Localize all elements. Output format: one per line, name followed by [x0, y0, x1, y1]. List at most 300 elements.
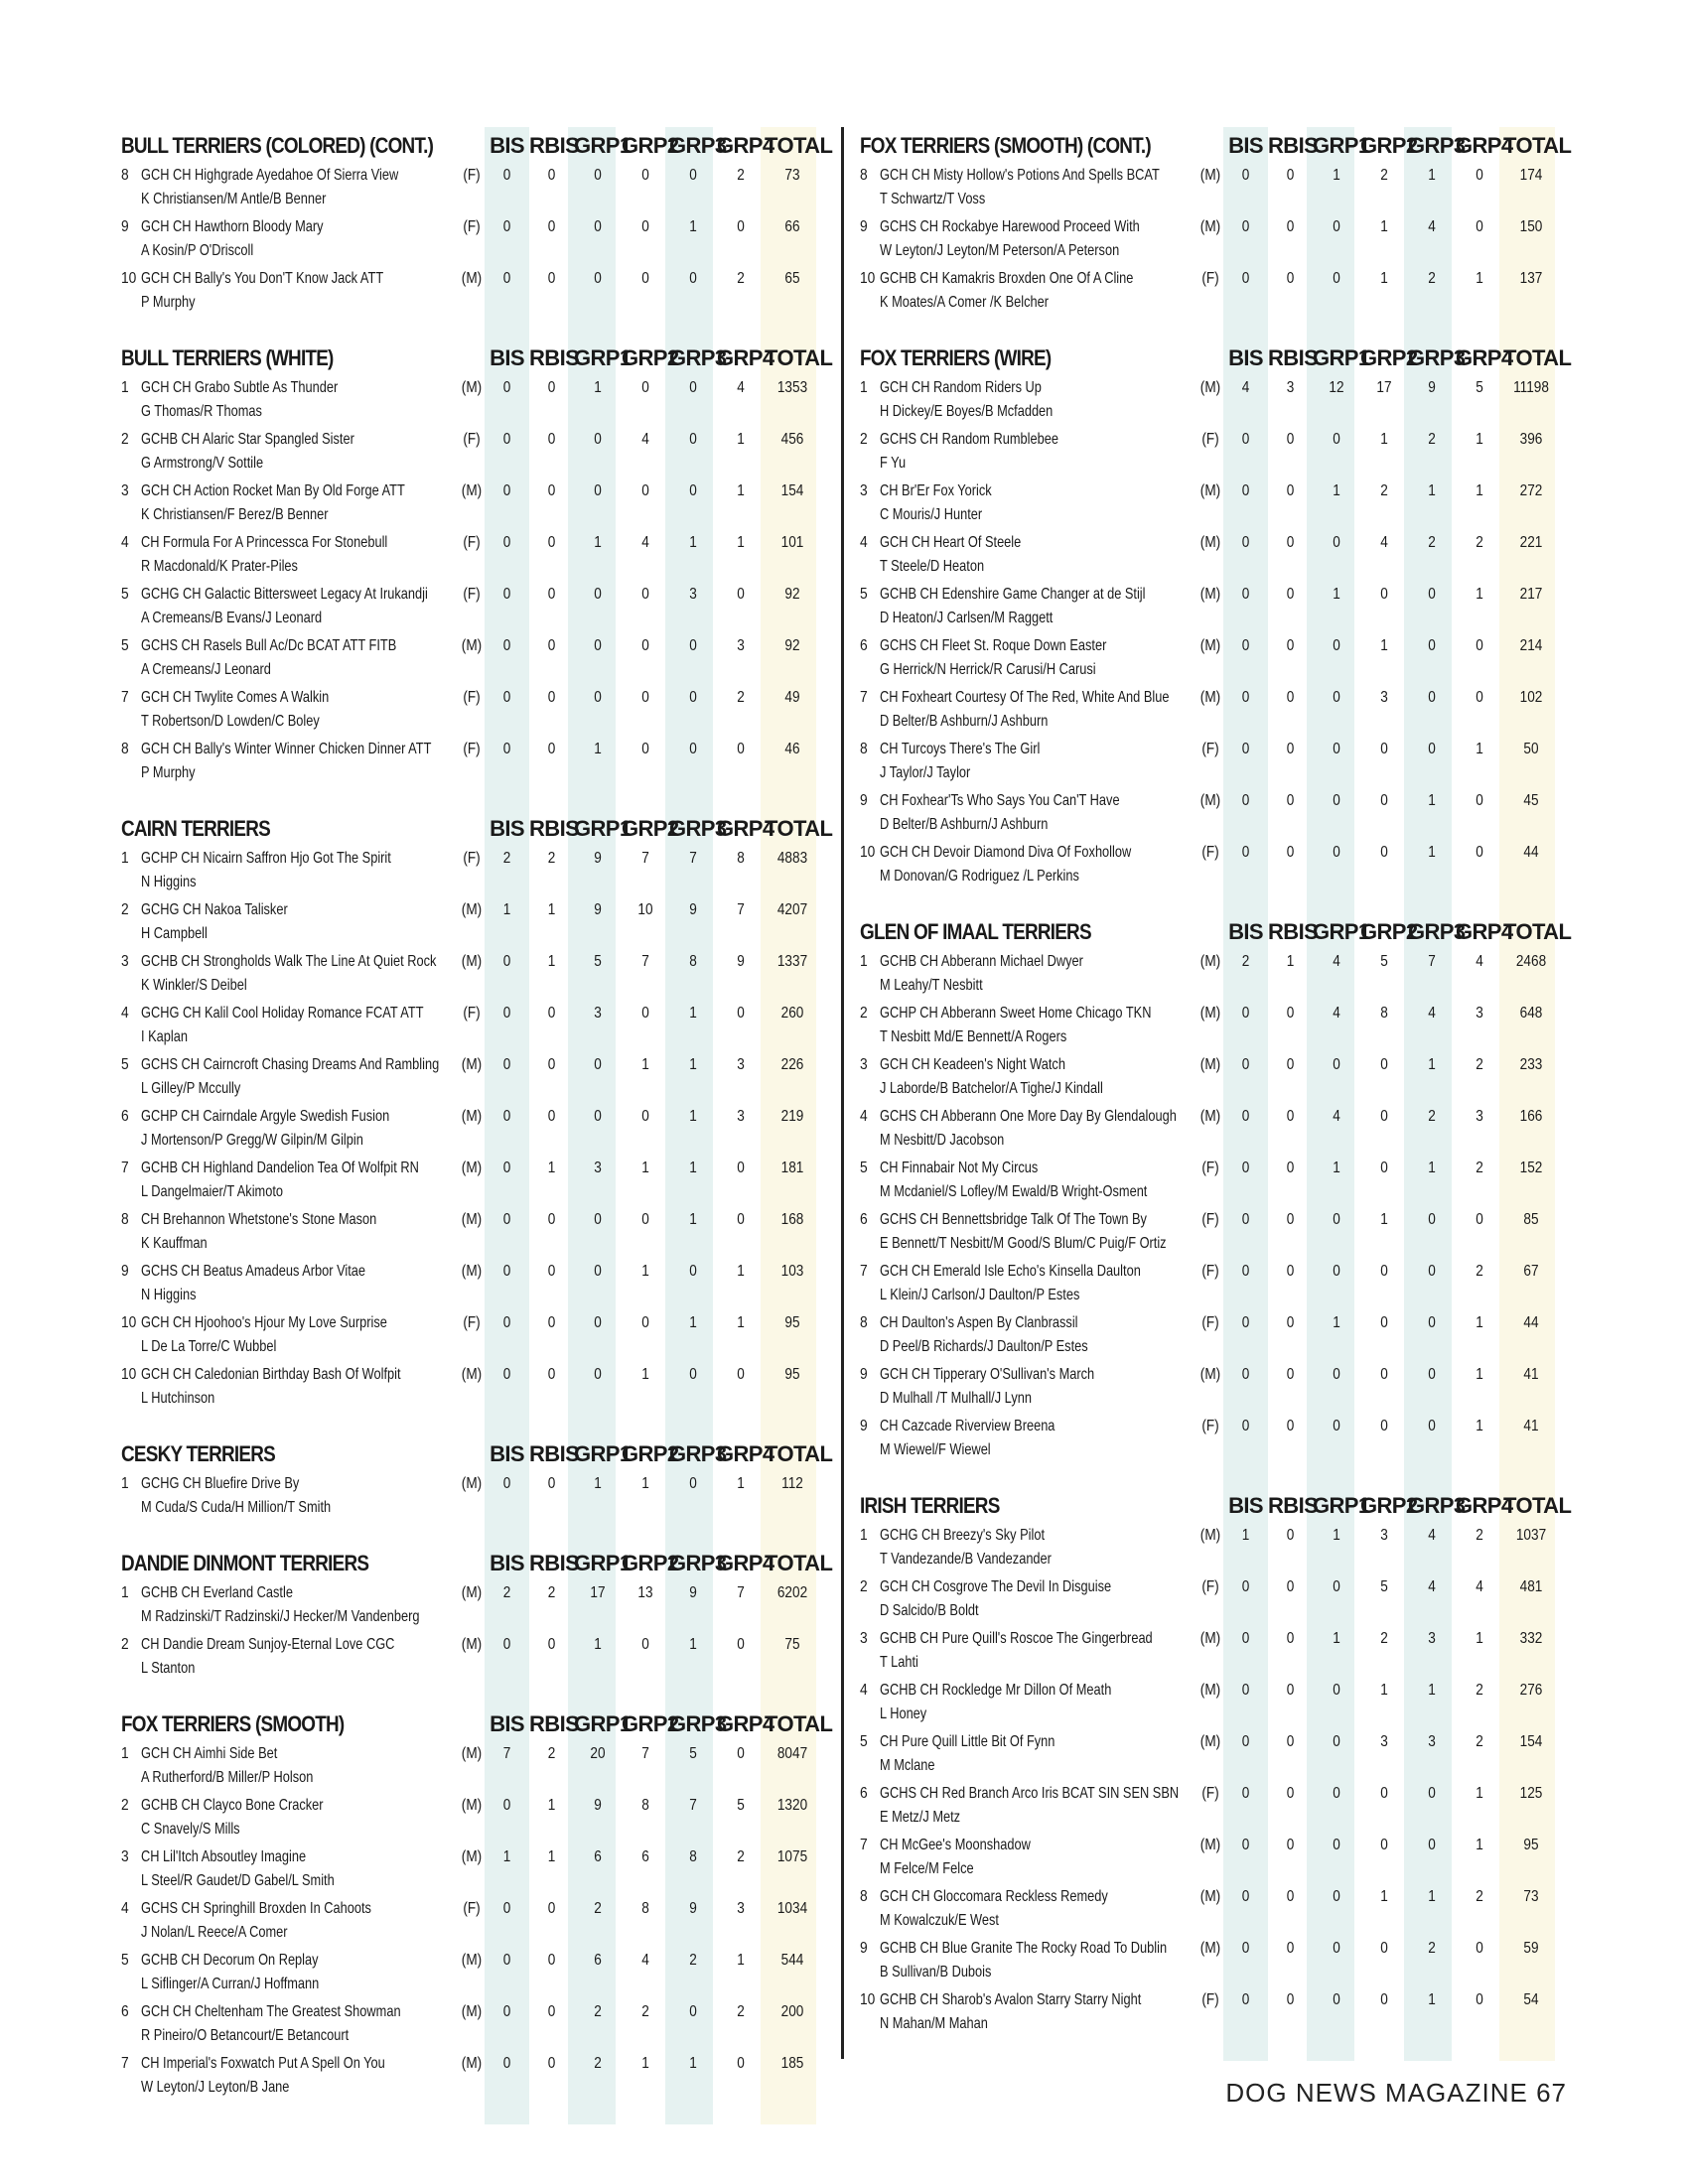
rank: 5 — [121, 1952, 129, 1969]
rank: 2 — [860, 431, 868, 448]
sex: (M) — [461, 482, 483, 499]
stat-grp4: 0 — [1476, 1211, 1483, 1228]
stat-rbis: 0 — [1286, 270, 1295, 287]
stat-rbis: 1 — [547, 1160, 556, 1176]
stat-grp3: 0 — [689, 1475, 697, 1492]
stat-grp4: 2 — [1476, 1263, 1483, 1280]
owners: D Belter/B Ashburn/J Ashburn — [880, 816, 1049, 833]
stat-grp1: 3 — [594, 1005, 602, 1022]
stat-grp2: 0 — [641, 741, 649, 757]
stat-grp3: 0 — [689, 1263, 697, 1280]
owners: D Mulhall /T Mulhall/J Lynn — [880, 1390, 1032, 1407]
stat-bis: 0 — [1241, 1733, 1250, 1750]
stat-grp3: 2 — [1428, 431, 1436, 448]
stat-grp1: 4 — [1333, 953, 1340, 970]
stat-grp4: 3 — [1476, 1005, 1483, 1022]
stat-grp4: 1 — [737, 534, 745, 551]
stat-total: 276 — [1519, 1682, 1543, 1699]
sex: (M) — [1199, 1733, 1221, 1750]
section-header — [121, 127, 836, 161]
stat-grp2: 1 — [641, 1160, 649, 1176]
rank: 5 — [860, 1733, 868, 1750]
stat-bis: 0 — [1241, 1888, 1250, 1905]
stat-rbis: 0 — [1286, 586, 1295, 603]
section-title: IRISH TERRIERS — [860, 1493, 1000, 1518]
sex: (F) — [463, 850, 481, 867]
stat-grp3: 0 — [1428, 586, 1436, 603]
sex: (M) — [461, 1745, 483, 1762]
dog-name: GCH CH Misty Hollow's Potions And Spells BCAT — [880, 167, 1160, 184]
dog-name: CH Brehannon Whetstone's Stone Mason — [141, 1211, 377, 1228]
stat-grp1: 1 — [1333, 1630, 1340, 1647]
sex: (F) — [463, 1005, 481, 1022]
column-header-grp2: GRP2 — [622, 345, 679, 370]
table-row — [121, 373, 836, 425]
dog-name: GCHB CH Everland Castle — [141, 1584, 293, 1601]
stat-grp2: 4 — [641, 431, 649, 448]
stat-rbis: 0 — [547, 1056, 556, 1073]
stat-grp4: 3 — [737, 1056, 745, 1073]
stat-rbis: 1 — [547, 953, 556, 970]
table-row — [121, 895, 836, 947]
dog-name: GCH CH Heart Of Steele — [880, 534, 1022, 551]
stat-bis: 0 — [1241, 844, 1250, 861]
stat-grp2: 17 — [1376, 379, 1392, 396]
stat-grp1: 0 — [1333, 792, 1340, 809]
stat-rbis: 0 — [1286, 1837, 1295, 1853]
section-title: CAIRN TERRIERS — [121, 816, 271, 841]
stat-total: 41 — [1523, 1366, 1539, 1383]
stat-grp1: 9 — [594, 901, 602, 918]
owners: M Leahy/T Nesbitt — [880, 977, 983, 994]
rank: 1 — [860, 953, 868, 970]
sex: (M) — [461, 1211, 483, 1228]
column-header-grp4: GRP4 — [717, 816, 774, 841]
stat-total: 45 — [1523, 792, 1539, 809]
owners: M Kowalczuk/E West — [880, 1912, 999, 1929]
owners: T Vandezande/B Vandezander — [880, 1551, 1052, 1568]
owners: T Nesbitt Md/E Bennett/A Rogers — [880, 1028, 1067, 1045]
stat-grp2: 1 — [1380, 270, 1388, 287]
dog-name: CH Cazcade Riverview Breena — [880, 1418, 1055, 1434]
dog-name: GCHB CH Blue Granite The Rocky Road To Dublin — [880, 1940, 1168, 1957]
stat-rbis: 0 — [547, 1005, 556, 1022]
column-header-grp3: GRP3 — [669, 1551, 727, 1575]
stat-grp1: 0 — [594, 586, 602, 603]
stat-bis: 0 — [502, 1263, 511, 1280]
rank: 1 — [121, 1475, 129, 1492]
stat-grp4: 0 — [737, 586, 745, 603]
rank: 3 — [121, 953, 129, 970]
stat-grp2: 0 — [641, 218, 649, 235]
table-row — [860, 1050, 1575, 1102]
stat-grp2: 0 — [1380, 1837, 1388, 1853]
dog-name: CH Foxheart Courtesy Of The Red, White And Blue — [880, 689, 1170, 706]
owners: T Steele/D Heaton — [880, 558, 985, 575]
stat-grp4: 2 — [1476, 1160, 1483, 1176]
rank: 9 — [121, 218, 129, 235]
dog-name: GCHS CH Random Rumblebee — [880, 431, 1058, 448]
stat-total: 456 — [780, 431, 804, 448]
stat-total: 168 — [780, 1211, 804, 1228]
stat-bis: 0 — [502, 431, 511, 448]
sex: (F) — [463, 431, 481, 448]
stat-grp3: 1 — [1428, 1056, 1436, 1073]
stat-rbis: 0 — [1286, 1527, 1295, 1544]
stat-rbis: 0 — [547, 534, 556, 551]
stat-bis: 0 — [1241, 792, 1250, 809]
owners: D Belter/B Ashburn/J Ashburn — [880, 713, 1049, 730]
dog-name: CH Foxhear'Ts Who Says You Can'T Have — [880, 792, 1120, 809]
column-header-rbis: RBIS — [529, 1711, 580, 1736]
sex: (M) — [1199, 1056, 1221, 1073]
stat-grp3: 7 — [689, 850, 697, 867]
dog-name: GCH CH Bally's Winter Winner Chicken Dinner ATT — [141, 741, 432, 757]
dog-name: GCHB CH Alaric Star Spangled Sister — [141, 431, 354, 448]
stat-bis: 0 — [1241, 218, 1250, 235]
stat-total: 4207 — [776, 901, 808, 918]
stat-grp3: 1 — [689, 1314, 697, 1331]
owners: K Kauffman — [141, 1235, 208, 1252]
sex: (M) — [1199, 534, 1221, 551]
rank: 9 — [860, 792, 868, 809]
dog-name: GCH CH Grabo Subtle As Thunder — [141, 379, 339, 396]
dog-name: GCHS CH Cairncroft Chasing Dreams And Rambling — [141, 1056, 440, 1073]
rank: 10 — [860, 1991, 876, 2008]
sex: (M) — [1199, 1888, 1221, 1905]
stat-grp3: 8 — [689, 953, 697, 970]
stat-grp2: 0 — [1380, 1418, 1388, 1434]
stat-grp2: 1 — [1380, 218, 1388, 235]
column-header-total: TOTAL — [765, 1441, 833, 1466]
stat-total: 150 — [1519, 218, 1543, 235]
section-header — [121, 340, 836, 373]
stat-bis: 0 — [1241, 482, 1250, 499]
stat-grp4: 9 — [737, 953, 745, 970]
sex: (F) — [1201, 1991, 1219, 2008]
column-header-grp1: GRP1 — [574, 345, 632, 370]
table-row — [860, 1934, 1575, 1985]
stat-rbis: 0 — [1286, 1630, 1295, 1647]
column-header-total: TOTAL — [1503, 919, 1572, 944]
stat-grp3: 0 — [689, 637, 697, 654]
stat-bis: 0 — [1241, 1785, 1250, 1802]
stat-bis: 0 — [1241, 167, 1250, 184]
sex: (M) — [461, 1366, 483, 1383]
stat-grp1: 1 — [1333, 482, 1340, 499]
stat-grp3: 0 — [1428, 689, 1436, 706]
stat-bis: 0 — [502, 482, 511, 499]
table-row — [860, 1676, 1575, 1727]
column-header-grp1: GRP1 — [574, 816, 632, 841]
stat-grp2: 4 — [641, 534, 649, 551]
stat-grp3: 1 — [1428, 1991, 1436, 2008]
stat-grp3: 8 — [689, 1848, 697, 1865]
stat-grp1: 0 — [1333, 689, 1340, 706]
sex: (M) — [1199, 586, 1221, 603]
rank: 8 — [860, 1888, 868, 1905]
stat-grp4: 5 — [1476, 379, 1483, 396]
stat-grp4: 1 — [1476, 1314, 1483, 1331]
breed-section — [121, 810, 836, 1412]
sex: (F) — [1201, 1785, 1219, 1802]
dog-name: GCH CH Highgrade Ayedahoe Of Sierra View — [141, 167, 399, 184]
stat-grp1: 6 — [594, 1952, 602, 1969]
stat-grp3: 2 — [1428, 534, 1436, 551]
stat-grp4: 3 — [737, 637, 745, 654]
table-row — [121, 264, 836, 316]
table-row — [121, 2049, 836, 2101]
table-row — [121, 1630, 836, 1682]
stat-grp4: 4 — [1476, 953, 1483, 970]
stat-grp2: 2 — [1380, 482, 1388, 499]
dog-name: GCH CH Emerald Isle Echo's Kinsella Daulton — [880, 1263, 1141, 1280]
stat-grp1: 1 — [1333, 1527, 1340, 1544]
stat-grp4: 0 — [737, 1160, 745, 1176]
stat-rbis: 0 — [1286, 1785, 1295, 1802]
dog-name: GCH CH Twylite Comes A Walkin — [141, 689, 330, 706]
stat-total: 65 — [784, 270, 800, 287]
rank: 6 — [860, 1211, 868, 1228]
stat-bis: 0 — [502, 1314, 511, 1331]
owners: L Klein/J Carlson/J Daulton/P Estes — [880, 1287, 1080, 1303]
stat-grp2: 2 — [1380, 1630, 1388, 1647]
stat-total: 41 — [1523, 1418, 1539, 1434]
stat-grp3: 4 — [1428, 1578, 1436, 1595]
stat-grp4: 1 — [1476, 1837, 1483, 1853]
column-header-rbis: RBIS — [1268, 133, 1319, 158]
stat-rbis: 1 — [547, 1797, 556, 1814]
sex: (M) — [1199, 482, 1221, 499]
section-header — [860, 127, 1575, 161]
stat-grp2: 1 — [1380, 637, 1388, 654]
stat-bis: 2 — [1241, 953, 1250, 970]
stat-grp4: 3 — [737, 1108, 745, 1125]
dog-name: CH Pure Quill Little Bit Of Fynn — [880, 1733, 1055, 1750]
column-header-total: TOTAL — [1503, 1493, 1572, 1518]
stat-total: 44 — [1523, 1314, 1539, 1331]
column-header-grp4: GRP4 — [717, 1551, 774, 1575]
stat-grp1: 0 — [594, 482, 602, 499]
stat-grp1: 0 — [1333, 1785, 1340, 1802]
stat-total: 219 — [780, 1108, 804, 1125]
stat-rbis: 0 — [1286, 792, 1295, 809]
rank: 5 — [121, 1056, 129, 1073]
sex: (F) — [463, 689, 481, 706]
column-header-bis: BIS — [490, 1441, 524, 1466]
table-row — [860, 1727, 1575, 1779]
stat-grp1: 2 — [594, 2003, 602, 2020]
stat-grp4: 1 — [737, 1314, 745, 1331]
column-header-grp4: GRP4 — [717, 1711, 774, 1736]
stat-grp4: 2 — [1476, 1888, 1483, 1905]
dog-name: GCHB CH Rockledge Mr Dillon Of Meath — [880, 1682, 1112, 1699]
dog-name: GCH CH Action Rocket Man By Old Forge ATT — [141, 482, 405, 499]
table-row — [121, 1578, 836, 1630]
stat-rbis: 0 — [547, 482, 556, 499]
stat-grp2: 2 — [1380, 167, 1388, 184]
stat-rbis: 0 — [1286, 1056, 1295, 1073]
stat-rbis: 0 — [1286, 482, 1295, 499]
stat-grp2: 0 — [1380, 1940, 1388, 1957]
stat-total: 11198 — [1513, 379, 1549, 396]
stat-total: 1353 — [776, 379, 808, 396]
rank: 1 — [121, 1745, 129, 1762]
stat-total: 214 — [1519, 637, 1543, 654]
rank: 7 — [860, 1263, 868, 1280]
owners: M Mclane — [880, 1757, 935, 1774]
sex: (M) — [461, 1160, 483, 1176]
sex: (M) — [461, 637, 483, 654]
stat-bis: 0 — [1241, 431, 1250, 448]
stat-grp1: 0 — [594, 1108, 602, 1125]
stat-total: 481 — [1519, 1578, 1543, 1595]
sex: (F) — [1201, 1263, 1219, 1280]
table-row — [121, 161, 836, 212]
stat-grp2: 10 — [637, 901, 653, 918]
table-row — [860, 161, 1575, 212]
stat-grp4: 1 — [1476, 431, 1483, 448]
stat-bis: 0 — [502, 1005, 511, 1022]
owners: C Snavely/S Mills — [141, 1821, 240, 1838]
dog-name: GCHP CH Cairndale Argyle Swedish Fusion — [141, 1108, 390, 1125]
column-header-total: TOTAL — [765, 1551, 833, 1575]
stat-grp1: 0 — [594, 1366, 602, 1383]
stat-total: 174 — [1519, 167, 1543, 184]
table-row — [121, 683, 836, 735]
stat-total: 200 — [780, 2003, 804, 2020]
stat-grp3: 0 — [689, 482, 697, 499]
rank: 7 — [121, 689, 129, 706]
sex: (M) — [461, 1056, 483, 1073]
stat-grp2: 0 — [1380, 1366, 1388, 1383]
owners: E Bennett/T Nesbitt/M Good/S Blum/C Puig/F Ortiz — [880, 1235, 1167, 1252]
stat-grp2: 0 — [641, 379, 649, 396]
sex: (M) — [1199, 1940, 1221, 1957]
owners: B Sullivan/B Dubois — [880, 1964, 992, 1980]
stat-bis: 0 — [502, 2055, 511, 2072]
stat-grp3: 0 — [1428, 637, 1436, 654]
stat-grp4: 0 — [737, 1636, 745, 1653]
stat-grp1: 0 — [1333, 431, 1340, 448]
sex: (F) — [1201, 1418, 1219, 1434]
table-row — [860, 1360, 1575, 1412]
breed-section — [121, 1545, 836, 1682]
stat-rbis: 0 — [1286, 1366, 1295, 1383]
column-header-rbis: RBIS — [529, 1551, 580, 1575]
stat-grp4: 0 — [737, 1366, 745, 1383]
owners: N Higgins — [141, 874, 197, 890]
stat-bis: 0 — [502, 534, 511, 551]
stat-grp1: 6 — [594, 1848, 602, 1865]
stat-grp3: 0 — [1428, 741, 1436, 757]
stat-total: 59 — [1523, 1940, 1539, 1957]
stat-grp4: 0 — [737, 1211, 745, 1228]
column-header-total: TOTAL — [765, 345, 833, 370]
sex: (M) — [1199, 1630, 1221, 1647]
rank: 2 — [121, 1636, 129, 1653]
stat-grp2: 0 — [641, 637, 649, 654]
owners: D Salcido/B Boldt — [880, 1602, 979, 1619]
stat-bis: 0 — [502, 1797, 511, 1814]
owners: I Kaplan — [141, 1028, 188, 1045]
section-title: BULL TERRIERS (WHITE) — [121, 345, 334, 370]
table-row — [121, 1843, 836, 1894]
stat-bis: 0 — [1241, 1263, 1250, 1280]
stat-total: 50 — [1523, 741, 1539, 757]
sex: (F) — [1201, 1211, 1219, 1228]
sex: (M) — [461, 2003, 483, 2020]
rank: 3 — [121, 482, 129, 499]
rank: 6 — [121, 1108, 129, 1125]
stat-grp2: 5 — [1380, 1578, 1388, 1595]
table-row — [121, 1050, 836, 1102]
stat-bis: 2 — [502, 1584, 511, 1601]
column-header-grp1: GRP1 — [574, 1711, 632, 1736]
table-row — [121, 477, 836, 528]
stat-grp1: 0 — [1333, 218, 1340, 235]
stat-total: 67 — [1523, 1263, 1539, 1280]
left-column — [121, 127, 836, 2124]
column-header-grp4: GRP4 — [717, 133, 774, 158]
stat-grp2: 0 — [1380, 792, 1388, 809]
stat-grp1: 1 — [1333, 1314, 1340, 1331]
table-row — [121, 580, 836, 631]
table-row — [860, 1882, 1575, 1934]
owners: T Robertson/D Lowden/C Boley — [141, 713, 320, 730]
stat-grp4: 2 — [1476, 1056, 1483, 1073]
table-row — [121, 1154, 836, 1205]
stat-total: 1320 — [776, 1797, 808, 1814]
stat-grp1: 12 — [1329, 379, 1344, 396]
owners: J Taylor/J Taylor — [880, 764, 971, 781]
breed-section — [121, 127, 836, 316]
stat-rbis: 0 — [1286, 1940, 1295, 1957]
stat-grp3: 1 — [1428, 482, 1436, 499]
dog-name: GCH CH Aimhi Side Bet — [141, 1745, 278, 1762]
owners: K Winkler/S Deibel — [141, 977, 247, 994]
section-header — [860, 1487, 1575, 1521]
owners: E Metz/J Metz — [880, 1809, 961, 1826]
sex: (F) — [463, 218, 481, 235]
stat-bis: 0 — [1241, 1418, 1250, 1434]
stat-grp1: 0 — [1333, 741, 1340, 757]
rank: 10 — [121, 1314, 137, 1331]
stat-bis: 0 — [1241, 1578, 1250, 1595]
stat-grp2: 0 — [1380, 844, 1388, 861]
stat-total: 92 — [784, 586, 800, 603]
stat-grp2: 0 — [1380, 1314, 1388, 1331]
stat-grp1: 20 — [590, 1745, 606, 1762]
stat-grp1: 0 — [1333, 1211, 1340, 1228]
sex: (F) — [463, 534, 481, 551]
column-header-grp2: GRP2 — [622, 1441, 679, 1466]
stat-grp3: 4 — [1428, 1527, 1436, 1544]
stat-grp4: 2 — [1476, 1527, 1483, 1544]
stat-bis: 0 — [502, 1211, 511, 1228]
stat-grp1: 5 — [594, 953, 602, 970]
column-header-bis: BIS — [490, 133, 524, 158]
table-row — [121, 1469, 836, 1521]
section-title: GLEN OF IMAAL TERRIERS — [860, 919, 1091, 944]
stat-grp4: 2 — [1476, 534, 1483, 551]
stat-grp4: 0 — [737, 1005, 745, 1022]
dog-name: GCH CH Cheltenham The Greatest Showman — [141, 2003, 401, 2020]
table-row — [121, 1205, 836, 1257]
owners: G Herrick/N Herrick/R Carusi/H Carusi — [880, 661, 1096, 678]
stat-rbis: 0 — [1286, 637, 1295, 654]
table-row — [121, 735, 836, 786]
